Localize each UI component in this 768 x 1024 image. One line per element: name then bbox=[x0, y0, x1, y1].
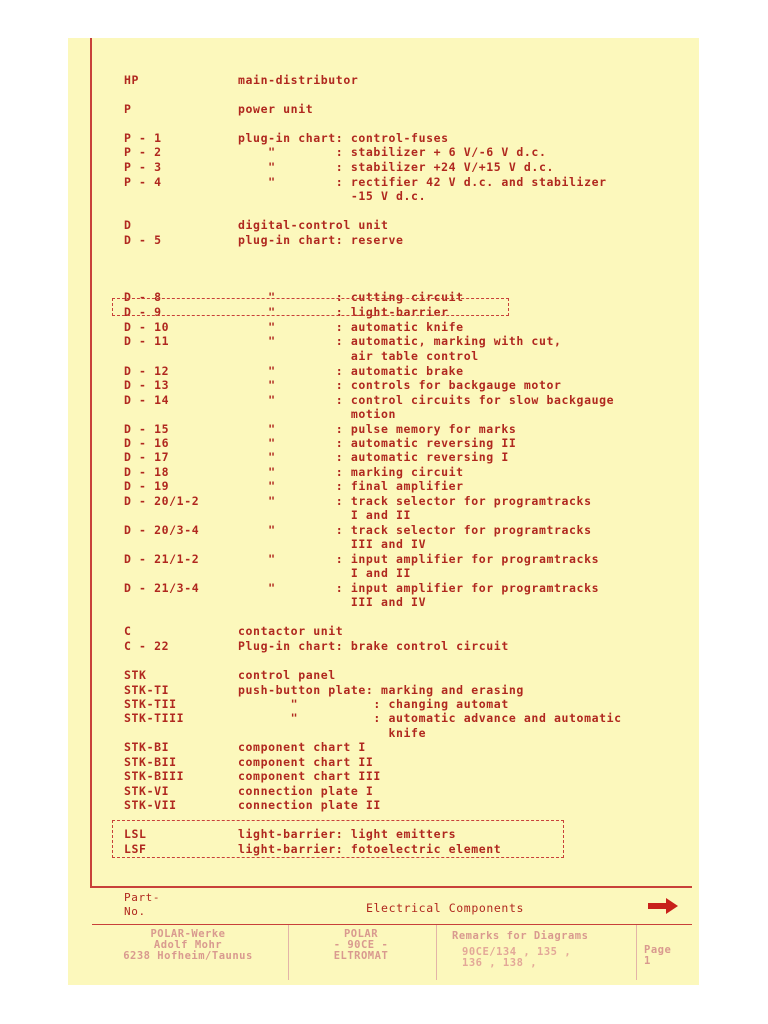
entry-code: D - 17 bbox=[124, 450, 170, 464]
entry-code: D - 16 bbox=[124, 436, 170, 450]
entry-description: " : automatic brake bbox=[238, 364, 464, 378]
entry-code: D - 11 bbox=[124, 334, 170, 348]
entry-description: component chart III bbox=[238, 769, 381, 783]
entry-code: D - 10 bbox=[124, 320, 170, 334]
entry-description: " : input amplifier for programtracks bbox=[238, 581, 600, 595]
entry-description: " : automatic knife bbox=[238, 320, 464, 334]
highlight-box-d9 bbox=[112, 298, 509, 316]
entry-description: III and IV bbox=[238, 537, 427, 551]
entry-description: air table control bbox=[238, 349, 479, 363]
entry-description: " : stabilizer +24 V/+15 V d.c. bbox=[238, 160, 554, 174]
entry-description: " : marking circuit bbox=[238, 465, 464, 479]
entry-description: I and II bbox=[238, 566, 412, 580]
entry-code: LSF bbox=[124, 842, 147, 856]
part-number-label: Part- No. bbox=[124, 891, 161, 918]
entry-code: D - 15 bbox=[124, 422, 170, 436]
entry-code: D - 9 bbox=[124, 305, 162, 319]
entry-code: D - 5 bbox=[124, 233, 162, 247]
entry-description: -15 V d.c. bbox=[238, 189, 427, 203]
entry-description: push-button plate: marking and erasing bbox=[238, 683, 524, 697]
margin-rule bbox=[90, 38, 92, 887]
entry-description: " : stabilizer + 6 V/-6 V d.c. bbox=[238, 145, 547, 159]
entry-code: STK-BIII bbox=[124, 769, 185, 783]
document-title: Electrical Components bbox=[366, 901, 524, 915]
entry-description: " : automatic, marking with cut, bbox=[238, 334, 562, 348]
entry-code: D - 13 bbox=[124, 378, 170, 392]
entry-description: plug-in chart: control-fuses bbox=[238, 131, 449, 145]
entry-description: control panel bbox=[238, 668, 336, 682]
entry-code: P - 4 bbox=[124, 175, 162, 189]
entry-code: D - 20/1-2 bbox=[124, 494, 200, 508]
entry-description: " : rectifier 42 V d.c. and stabilizer bbox=[238, 175, 607, 189]
entry-code: D - 20/3-4 bbox=[124, 523, 200, 537]
entry-description: " : controls for backgauge motor bbox=[238, 378, 562, 392]
entry-code: STK-VII bbox=[124, 798, 177, 812]
entry-description: " : cutting circuit bbox=[238, 290, 464, 304]
entry-code: D - 21/3-4 bbox=[124, 581, 200, 595]
entry-description: connection plate II bbox=[238, 798, 381, 812]
entry-description: " : light-barrier bbox=[238, 305, 449, 319]
entry-code: C bbox=[124, 624, 132, 638]
entry-code: D - 18 bbox=[124, 465, 170, 479]
entry-code: STK-TII bbox=[124, 697, 177, 711]
entry-description: " : track selector for programtracks bbox=[238, 494, 592, 508]
entry-code: STK-BII bbox=[124, 755, 177, 769]
entry-code: P - 3 bbox=[124, 160, 162, 174]
entry-code: P - 2 bbox=[124, 145, 162, 159]
company-name: POLAR-Werke Adolf Mohr 6238 Hofheim/Taunus bbox=[123, 928, 253, 962]
entry-description: power unit bbox=[238, 102, 314, 116]
entry-description: component chart II bbox=[238, 755, 374, 769]
entry-code: P bbox=[124, 102, 132, 116]
entry-code: HP bbox=[124, 73, 140, 87]
entry-description: I and II bbox=[238, 508, 412, 522]
entry-code: P - 1 bbox=[124, 131, 162, 145]
entry-description: light-barrier: fotoelectric element bbox=[238, 842, 502, 856]
entry-code: STK bbox=[124, 668, 147, 682]
entry-code: D - 21/1-2 bbox=[124, 552, 200, 566]
entry-code: LSL bbox=[124, 827, 147, 841]
entry-description: " : pulse memory for marks bbox=[238, 422, 517, 436]
entry-description: connection plate I bbox=[238, 784, 374, 798]
highlight-box-light-barrier bbox=[112, 820, 564, 858]
entry-description: main-distributor bbox=[238, 73, 359, 87]
entry-description: " : automatic advance and automatic bbox=[238, 711, 622, 725]
entry-description: " : automatic reversing II bbox=[238, 436, 517, 450]
entry-description: light-barrier: light emitters bbox=[238, 827, 457, 841]
entry-description: Plug-in chart: brake control circuit bbox=[238, 639, 509, 653]
entry-description: " : automatic reversing I bbox=[238, 450, 509, 464]
entry-code: STK-VI bbox=[124, 784, 170, 798]
entry-description: " : track selector for programtracks bbox=[238, 523, 592, 537]
product-name: POLAR - 90CE - ELTROMAT bbox=[333, 928, 389, 962]
entry-description: " : changing automat bbox=[238, 697, 509, 711]
entry-code: D - 8 bbox=[124, 290, 162, 304]
entry-description: III and IV bbox=[238, 595, 427, 609]
remarks-values: 90CE/134 , 135 , 136 , 138 , bbox=[462, 946, 572, 969]
entry-code: D - 14 bbox=[124, 393, 170, 407]
entry-description: " : input amplifier for programtracks bbox=[238, 552, 600, 566]
entry-code: STK-TI bbox=[124, 683, 170, 697]
entry-code: STK-TIII bbox=[124, 711, 185, 725]
remarks-label: Remarks for Diagrams bbox=[452, 930, 589, 942]
entry-description: " : control circuits for slow backgauge bbox=[238, 393, 615, 407]
page-number: Page 1 bbox=[644, 944, 672, 967]
entry-code: D - 12 bbox=[124, 364, 170, 378]
entry-code: D bbox=[124, 218, 132, 232]
entry-code: STK-BI bbox=[124, 740, 170, 754]
right-arrow-icon[interactable] bbox=[648, 898, 678, 914]
entry-code: C - 22 bbox=[124, 639, 170, 653]
entry-description: contactor unit bbox=[238, 624, 344, 638]
entry-description: motion bbox=[238, 407, 396, 421]
entry-description: component chart I bbox=[238, 740, 366, 754]
entry-description: plug-in chart: reserve bbox=[238, 233, 404, 247]
entry-description: " : final amplifier bbox=[238, 479, 464, 493]
entry-description: knife bbox=[238, 726, 427, 740]
entry-code: D - 19 bbox=[124, 479, 170, 493]
entry-description: digital-control unit bbox=[238, 218, 389, 232]
